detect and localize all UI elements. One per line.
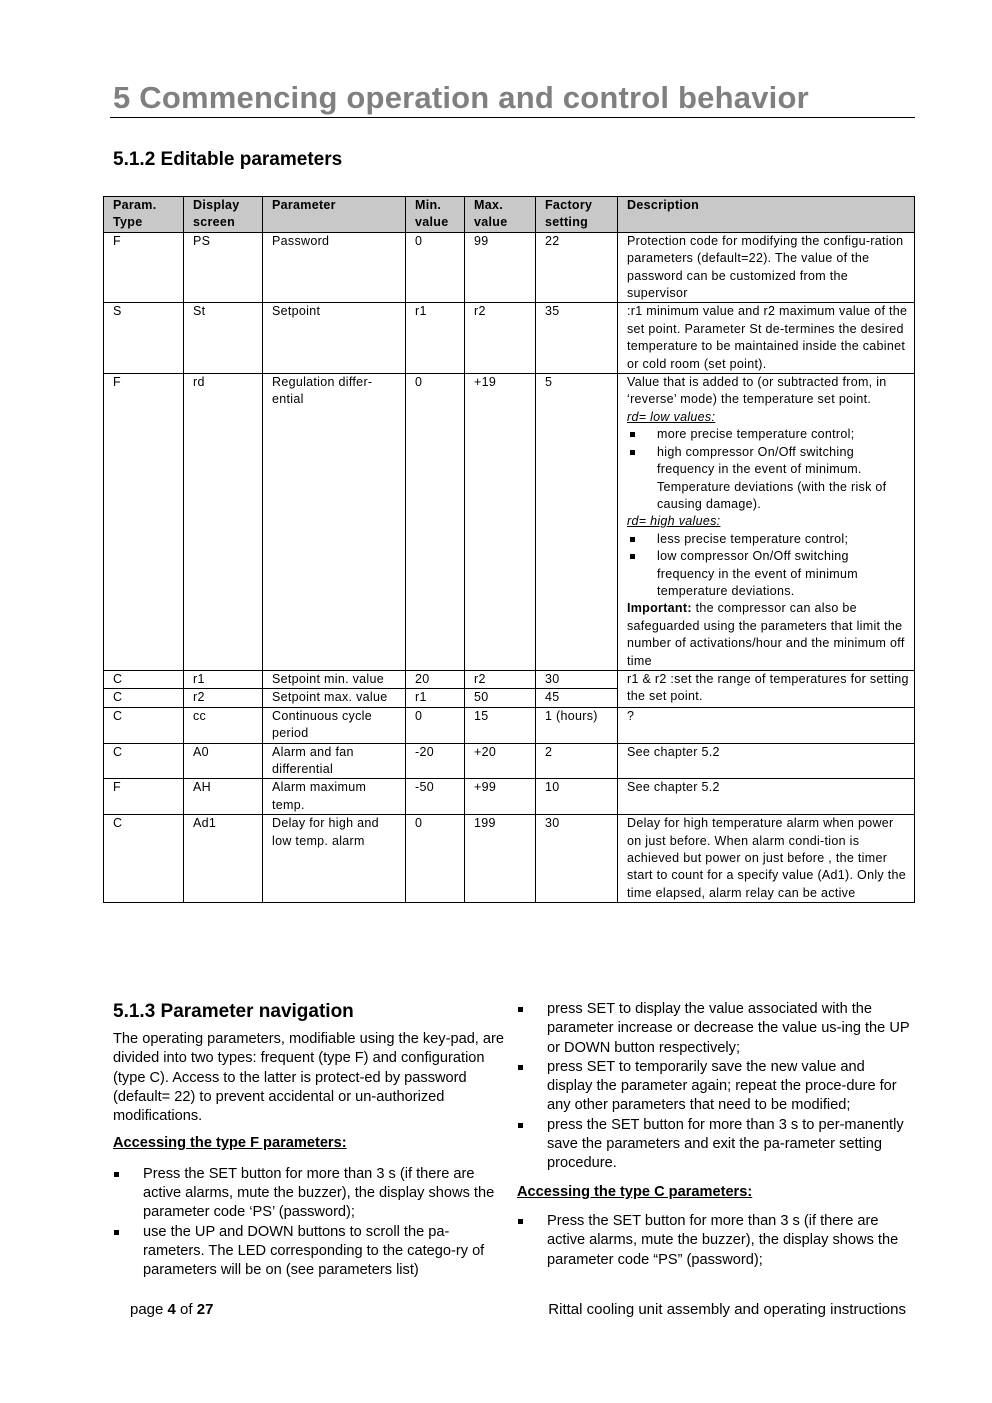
rd-important-note: Important: the compressor can also be safeguarded using the parameters that limit the number of activations/hour and the minimum off time (627, 601, 905, 668)
parameters-table (103, 196, 915, 903)
section-parameter-navigation: 5.1.3 Parameter navigation (113, 1001, 354, 1022)
header-factory-setting: Factory setting (536, 197, 618, 233)
table-row: C cc Continuous cycle period 0 15 1 (hours) ? (104, 707, 915, 743)
list-item: press SET to display the value associated with the parameter increase or decrease the value us-ing the UP or DOWN button respectively; (517, 1000, 913, 1058)
list-item: Press the SET button for more than 3 s (if there are active alarms, mute the buzzer), the display shows the parameter code “PS” (password); (517, 1212, 913, 1270)
access-c-list (517, 1212, 913, 1270)
access-f-heading: Accessing the type F parameters: (113, 1135, 347, 1152)
right-column (517, 1000, 913, 1270)
list-item: press the SET button for more than 3 s to per-manently save the parameters and exit the pa-rameter setting procedure. (517, 1116, 913, 1174)
access-f-list-continued (517, 1000, 913, 1174)
left-column (113, 1000, 509, 1281)
list-item: press SET to temporarily save the new value and display the parameter again; repeat the proce-dure for any other parameters that need to be modified; (517, 1058, 913, 1116)
rd-high-label: rd= high values: (627, 514, 721, 529)
rd-high-list (627, 531, 910, 601)
list-item: low compressor On/Off switching frequency in the event of minimum temperature deviations. (627, 548, 910, 600)
document-title: Rittal cooling unit assembly and operating instructions (548, 1301, 906, 1318)
chapter-rule (110, 117, 915, 118)
table-header-row (104, 197, 915, 233)
table-row: S St Setpoint r1 r2 35 :r1 minimum value and r2 maximum value of the set point. Parameter St de-termines the desired temperature to be maintained inside the cabinet or cold room (set point). (104, 303, 915, 374)
header-display-screen: Display screen (184, 197, 263, 233)
table-row: C r1 Setpoint min. value 20 r2 30 r1 & r2 :set the range of temperatures for setting the set point. (104, 670, 915, 688)
list-item: more precise temperature control; (627, 426, 910, 443)
table-row: F PS Password 0 99 22 Protection code for modifying the configu-ration parameters (default=22). The value of the password can be customized from the supervisor (104, 232, 915, 303)
rd-low-list (627, 426, 910, 513)
section-editable-parameters: 5.1.2 Editable parameters (113, 149, 343, 170)
table-row: C Ad1 Delay for high and low temp. alarm 0 199 30 Delay for high temperature alarm when power on just before. When alarm condi-tion is achieved but power on just before , the timer start to count for a specify value (Ad1). Only the time elapsed, alarm relay can be active (104, 815, 915, 903)
list-item: use the UP and DOWN buttons to scroll the pa-rameters. The LED corresponding to the catego-ry of parameters will be on (see parameters list) (113, 1223, 509, 1281)
rd-description: Value that is added to (or subtracted from, in ‘reverse’ mode) the temperature set point. rd= low values: more precise temperature control; high compressor On/Off switching frequency in the event of minimum. Temperature deviations (with the risk of causing damage). rd= high values: less precise temperature control; low compressor On/Off switching frequency in the event of minimum temperature deviations. Important: the compressor can also be safeguarded using the parameters that limit the number of activations/hour and the minimum off time (618, 374, 915, 671)
table-row: C A0 Alarm and fan differential -20 +20 2 See chapter 5.2 (104, 743, 915, 779)
header-description: Description (618, 197, 915, 233)
header-max-value: Max. value (465, 197, 536, 233)
access-c-heading: Accessing the type C parameters: (517, 1183, 753, 1200)
header-param-type: Param. Type (104, 197, 184, 233)
table-row: F AH Alarm maximum temp. -50 +99 10 See chapter 5.2 (104, 779, 915, 815)
header-min-value: Min. value (406, 197, 465, 233)
access-f-list (113, 1165, 509, 1281)
list-item: Press the SET button for more than 3 s (if there are active alarms, mute the buzzer), the display shows the parameter code ‘PS’ (password); (113, 1165, 509, 1223)
table-row: F rd Regulation differ-ential 0 +19 5 Value that is added to (or subtracted from, in ‘reverse’ mode) the temperature set point. rd= low values: more precise temperature control; high compressor On/Off switching frequency in the event of minimum. Temperature deviations (with the risk of causing damage). rd= high values: less precise temperature control; low compressor On/Off switching frequency in the event of minimum temperature deviations. Important: the compressor can also be safeguarded using the parameters that limit the number of activations/hour and the minimum off time (104, 374, 915, 671)
list-item: less precise temperature control; (627, 531, 910, 548)
list-item: high compressor On/Off switching frequency in the event of minimum. Temperature deviations (with the risk of causing damage). (627, 444, 910, 514)
table-row: C r2 Setpoint max. value r1 50 45 (104, 689, 915, 707)
rd-low-label: rd= low values: (627, 409, 716, 424)
nav-intro: The operating parameters, modifiable using the key-pad, are divided into two types: frequent (type F) and configuration (type C). Access to the latter is protect-ed by password (default= 22) to prevent accidental or un-authorized modifications. (113, 1031, 505, 1125)
chapter-title: 5 Commencing operation and control behavior (113, 80, 809, 115)
header-parameter: Parameter (263, 197, 406, 233)
page-number: page 4 of 27 (130, 1301, 214, 1318)
